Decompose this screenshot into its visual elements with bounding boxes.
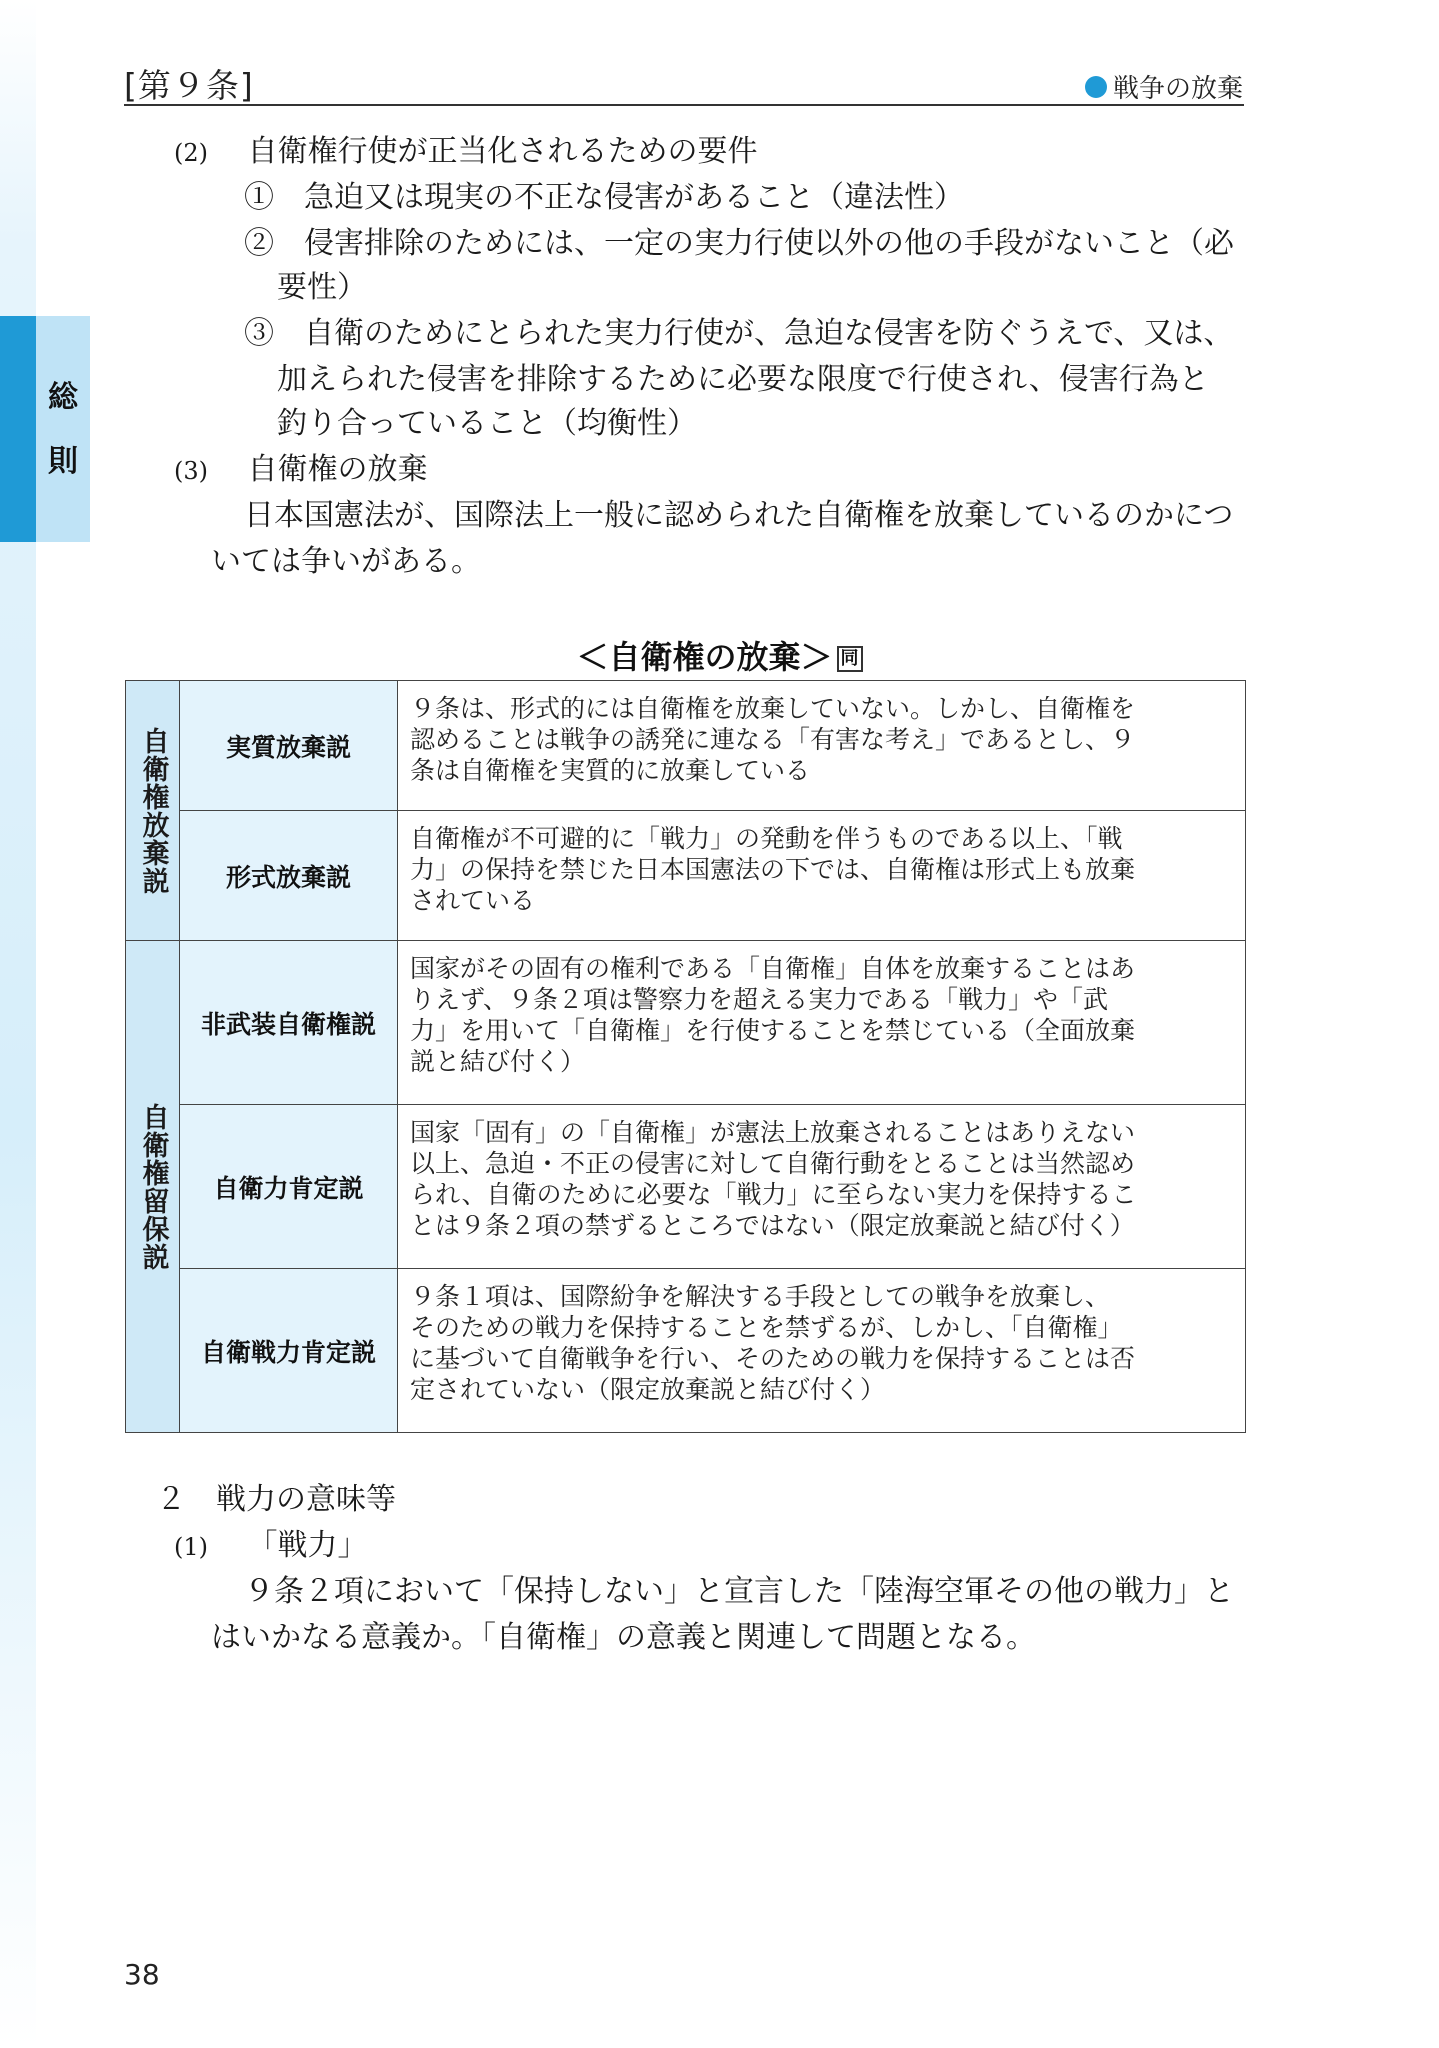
description-line: 説と結び付く） bbox=[410, 1047, 586, 1076]
description-line: 国家がその固有の権利である「自衛権」自体を放棄することはあ bbox=[410, 954, 1136, 983]
description-line: そのための戦力を保持することを禁ずるが、しかし、「自衛権」 bbox=[410, 1313, 1123, 1342]
description-line: 自衛権が不可避的に「戦力」の発動を伴うものである以上、「戦 bbox=[410, 824, 1123, 853]
table-title bbox=[0, 632, 1439, 678]
section-number: (2) bbox=[174, 139, 208, 167]
description-line: されている bbox=[410, 886, 536, 915]
section-heading bbox=[174, 450, 428, 491]
description-line: 国家「固有」の「自衛権」が憲法上放棄されることはありえない bbox=[410, 1118, 1136, 1147]
section-title: 「戦力」 bbox=[247, 1528, 368, 1563]
topic-label: 戦争の放棄 bbox=[1112, 74, 1243, 104]
paragraph-line: 釣り合っていること（均衡性） bbox=[277, 406, 697, 441]
table-row bbox=[126, 1105, 1246, 1269]
chapter-side-tab bbox=[0, 316, 90, 542]
theory-name: 自衛力肯定説 bbox=[180, 1105, 398, 1269]
description-line: 認めることは戦争の誘発に連なる「有害な考え」であるとし、９ bbox=[410, 725, 1136, 754]
paragraph-line: ９条２項において「保持しない」と宣言した「陸海空軍その他の戦力」と bbox=[244, 1574, 1234, 1609]
section-number: (1) bbox=[174, 1533, 208, 1561]
section-title: 自衛権行使が正当化されるための要件 bbox=[247, 134, 758, 169]
same-mark-icon: 同 bbox=[837, 646, 863, 672]
table-row bbox=[126, 1269, 1246, 1433]
paragraph-line: 日本国憲法が、国際法上一般に認められた自衛権を放棄しているのかにつ bbox=[244, 498, 1234, 533]
group-label-cell bbox=[126, 941, 180, 1433]
section-heading bbox=[174, 1526, 368, 1567]
paragraph-line: いては争いがある。 bbox=[211, 544, 481, 579]
paragraph-line: はいかなる意義か。「自衛権」の意義と関連して問題となる。 bbox=[211, 1620, 1036, 1655]
theory-description bbox=[398, 681, 1246, 811]
description-line: 以上、急迫・不正の侵害に対して自衛行動をとることは当然認め bbox=[410, 1149, 1136, 1178]
page-number: 38 bbox=[124, 1958, 160, 1991]
side-tab-char: 総 bbox=[48, 380, 78, 415]
group-label: 自衛権留保説 bbox=[137, 1102, 169, 1271]
bullet-dot-icon bbox=[1085, 76, 1107, 98]
theory-name: 自衛戦力肯定説 bbox=[180, 1269, 398, 1433]
theory-name: 実質放棄説 bbox=[180, 681, 398, 811]
theory-name: 形式放棄説 bbox=[180, 811, 398, 941]
description-line: られ、自衛のために必要な「戦力」に至らない実力を保持するこ bbox=[410, 1180, 1137, 1209]
theory-description bbox=[398, 941, 1246, 1105]
paragraph-line: ② 侵害排除のためには、一定の実力行使以外の他の手段がないこと（必 bbox=[244, 226, 1234, 261]
theory-description bbox=[398, 1105, 1246, 1269]
theory-name: 非武装自衛権説 bbox=[180, 941, 398, 1105]
side-tab-char: 則 bbox=[48, 444, 78, 479]
group-label: 自衛権放棄説 bbox=[137, 726, 169, 895]
topic-heading bbox=[1085, 68, 1243, 105]
description-line: とは９条２項の禁ずるところではない（限定放棄説と結び付く） bbox=[410, 1211, 1135, 1240]
paragraph-line: 加えられた侵害を排除するために必要な限度で行使され、侵害行為と bbox=[277, 362, 1209, 397]
margin-gradient bbox=[0, 0, 36, 2048]
description-line: 力」を用いて「自衛権」を行使することを禁じている（全面放棄 bbox=[410, 1016, 1136, 1045]
theory-description bbox=[398, 811, 1246, 941]
description-line: に基づいて自衛戦争を行い、そのための戦力を保持することは否 bbox=[410, 1344, 1136, 1373]
group-label-cell bbox=[126, 681, 180, 941]
header-rule bbox=[124, 104, 1244, 106]
description-line: りえず、９条２項は警察力を超える実力である「戦力」や「武 bbox=[410, 985, 1109, 1014]
section-number: (3) bbox=[174, 457, 208, 485]
side-tab-bar bbox=[0, 316, 36, 542]
section-heading bbox=[174, 132, 758, 173]
self-defense-theory-table bbox=[125, 680, 1246, 1433]
description-line: 力」の保持を禁じた日本国憲法の下では、自衛権は形式上も放棄 bbox=[410, 855, 1136, 884]
description-line: ９条１項は、国際紛争を解決する手段としての戦争を放棄し、 bbox=[410, 1282, 1111, 1311]
paragraph-line: ③ 自衛のためにとられた実力行使が、急迫な侵害を防ぐうえで、又は、 bbox=[244, 316, 1234, 351]
article-heading: [第９条] bbox=[124, 66, 254, 105]
table-title-text: ＜自衛権の放棄＞ bbox=[576, 638, 833, 676]
description-line: 定されていない（限定放棄説と結び付く） bbox=[410, 1375, 886, 1404]
paragraph-line: 要性） bbox=[277, 270, 367, 305]
paragraph-line: ① 急迫又は現実の不正な侵害があること（違法性） bbox=[244, 180, 964, 215]
table-row bbox=[126, 811, 1246, 941]
theory-description bbox=[398, 1269, 1246, 1433]
description-line: ９条は、形式的には自衛権を放棄していない。しかし、自衛権を bbox=[410, 694, 1136, 723]
section-title: 自衛権の放棄 bbox=[247, 452, 428, 487]
table-row bbox=[126, 681, 1246, 811]
section-heading: ２ 戦力の意味等 bbox=[156, 1482, 396, 1517]
description-line: 条は自衛権を実質的に放棄している bbox=[410, 756, 811, 785]
table-row bbox=[126, 941, 1246, 1105]
